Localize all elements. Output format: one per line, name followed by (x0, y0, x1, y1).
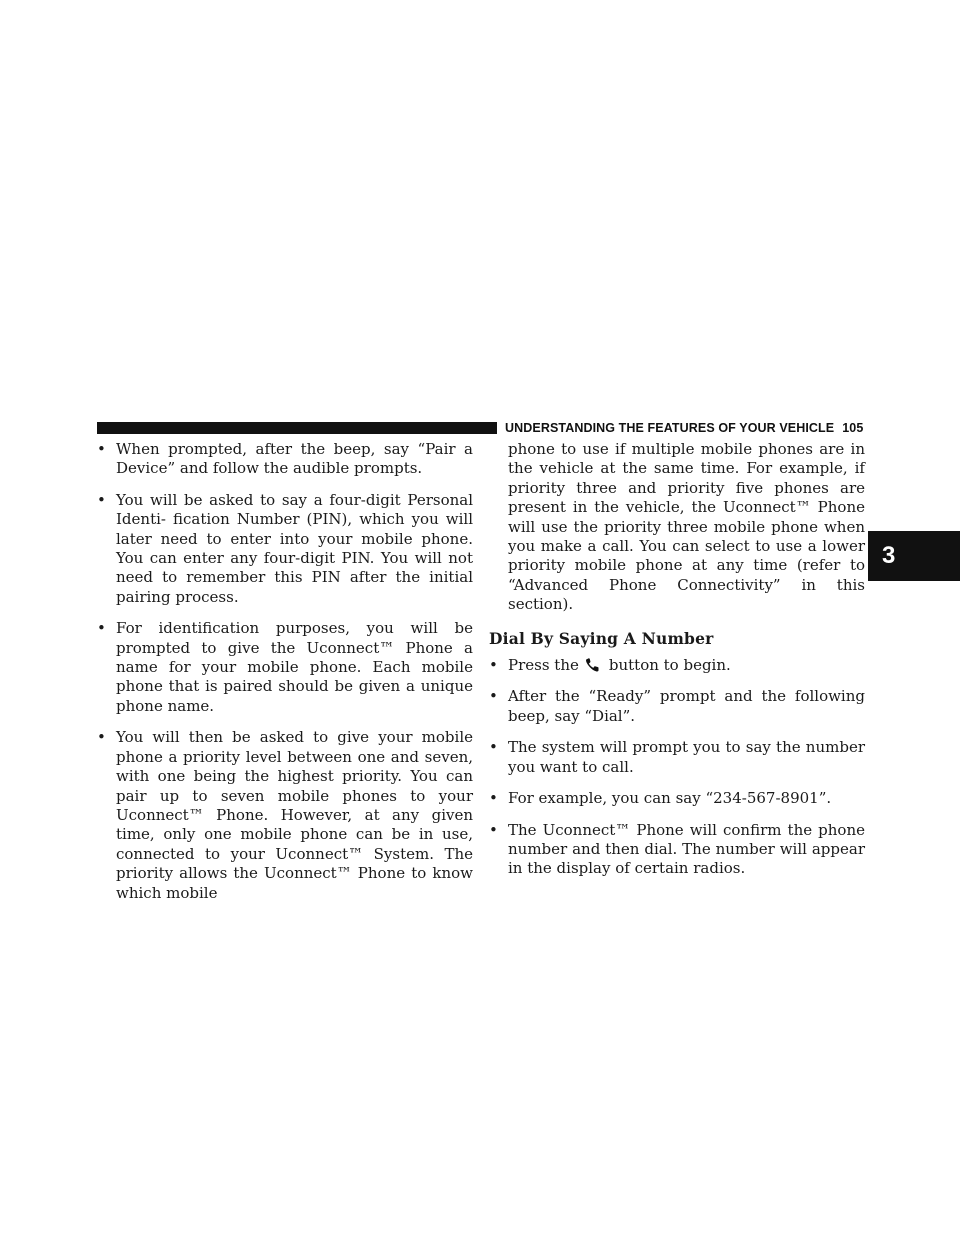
bullet-glyph: • (97, 490, 106, 509)
bullet-text: For example, you can say “234-567-8901”. (508, 789, 832, 808)
press-text-before: Press the (508, 656, 579, 675)
list-item (489, 687, 865, 726)
press-text-after: button to begin. (608, 656, 731, 675)
list-item (97, 440, 473, 479)
bullet-glyph: • (489, 820, 498, 839)
bullet-glyph: • (97, 440, 106, 458)
bullet-glyph: • (489, 687, 498, 706)
section-heading: Dial By Saying A Number (489, 628, 714, 648)
bullet-text: You will then be asked to give your mobile phone a priority level between one and seven, with one being the highest priority. You can pair up to seven mobile phones to your Uconnect™ Phone. However, at any given time, only one mobile phone can be in use, connected to your Uconnect™ System. The priority allows the Uconnect™ Phone to know which mobile (116, 728, 473, 902)
continued-paragraph: phone to use if multiple mobile phones are in the vehicle at the same time. For example, if priority three and priority five phones are present in the vehicle, the Uconnect™ Phone will use the priority three mobile phone when you make a call. You can select to use a lower priority mobile phone at any time (refer to “Advanced Phone Connectivity” in this section). (508, 440, 865, 614)
bullet-glyph: • (489, 656, 498, 675)
list-item (489, 656, 865, 675)
bullet-text: When prompted, after the beep, say “Pair a Device” and follow the audible prompts. (116, 440, 473, 478)
running-header (505, 419, 864, 437)
left-column (97, 440, 473, 915)
bullet-text: After the “Ready” prompt and the following beep, say “Dial”. (508, 687, 865, 725)
list-item (97, 491, 473, 607)
list-item (97, 728, 473, 903)
phone-handset-icon (585, 657, 603, 673)
bullet-glyph: • (97, 619, 106, 638)
bullet-text: For identification purposes, you will be prompted to give the Uconnect™ Phone a name for your mobile phone. Each mobile phone that is paired should be given a unique phone name. (116, 619, 473, 715)
list-item (489, 789, 865, 808)
bullet-glyph: • (97, 728, 106, 747)
chapter-tab: 3 (868, 531, 960, 581)
bullet-text: The Uconnect™ Phone will confirm the phone number and then dial. The number will appear in the display of certain radios. (508, 820, 865, 878)
header-rule (97, 422, 497, 434)
bullet-text: You will be asked to say a four-digit Personal Identi- fication Number (PIN), which you will later need to enter into your mobile phone. You can enter any four-digit PIN. You will not need to remember this PIN after the initial pairing process. (116, 490, 473, 606)
page-number: 105 (842, 421, 864, 435)
bullet-glyph: • (489, 738, 498, 757)
list-item (489, 738, 865, 777)
list-item (489, 821, 865, 879)
bullet-text: The system will prompt you to say the number you want to call. (508, 738, 865, 776)
bullet-glyph: • (489, 789, 498, 808)
right-column (489, 440, 865, 891)
list-item (97, 619, 473, 716)
section-title: UNDERSTANDING THE FEATURES OF YOUR VEHICLE (505, 421, 835, 435)
